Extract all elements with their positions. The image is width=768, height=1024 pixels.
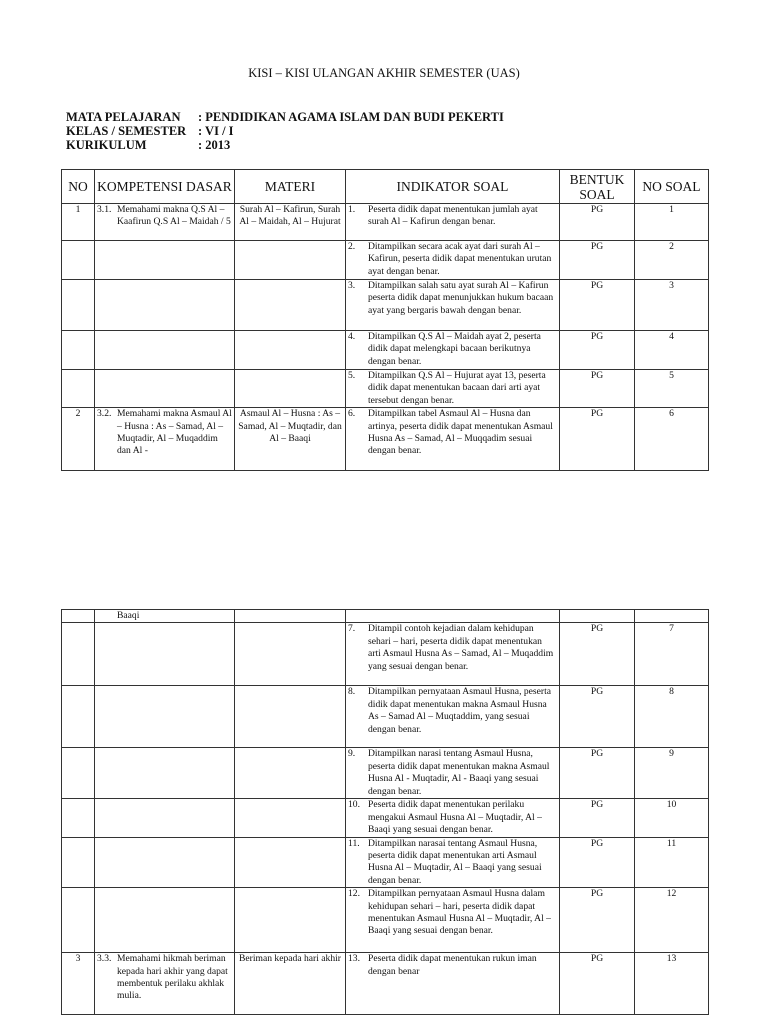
cell-bentuk-soal: PG: [560, 623, 635, 686]
header-no: NO: [62, 170, 95, 204]
indikator-text: Ditampilkan narasi tentang Asmaul Husna, peserta didik dapat menentukan makna Asmaul Husna Al - Muqtadir, Al - Baaqi yang sesuai dengan benar.: [368, 748, 550, 797]
cell-no: 1: [62, 204, 95, 241]
cell-bentuk-soal: PG: [560, 408, 635, 471]
cell-no: 3: [62, 953, 95, 1015]
indikator-number: 11.: [348, 837, 360, 849]
cell-bentuk-soal: PG: [560, 204, 635, 241]
header-no-soal: NO SOAL: [635, 170, 709, 204]
kd-item: [97, 408, 232, 458]
indikator-text: Peserta didik dapat menentukan jumlah ayat surah Al – Kafirun dengan benar.: [368, 204, 538, 228]
cell-indikator: [346, 686, 560, 748]
indikator-item: [348, 748, 557, 798]
indikator-number: 12.: [348, 888, 360, 900]
cell-no: [62, 241, 95, 280]
cell-kompetensi-dasar: [95, 370, 235, 408]
indikator-number: 1.: [348, 204, 356, 215]
indikator-number: 2.: [348, 241, 356, 252]
meta-row-class: [66, 124, 504, 138]
cell-no-soal: 1: [635, 204, 709, 241]
cell-no: [62, 280, 95, 331]
indikator-number: 6.: [348, 408, 356, 420]
cell-kompetensi-dasar: [95, 623, 235, 686]
cell-kompetensi-dasar: [95, 953, 235, 1015]
cell-no-soal: 2: [635, 241, 709, 280]
document-meta: [66, 110, 504, 152]
kd-number: 3.1.: [97, 204, 112, 215]
cell-no-soal: 8: [635, 686, 709, 748]
cell-materi: [235, 888, 346, 953]
table-row: [62, 408, 709, 471]
cell-no: [62, 623, 95, 686]
cell-materi: [235, 610, 346, 623]
cell-kompetensi-dasar: [95, 241, 235, 280]
cell-indikator: [346, 888, 560, 953]
cell-bentuk-soal: PG: [560, 799, 635, 837]
indikator-item: [348, 953, 557, 978]
cell-bentuk-soal: [560, 610, 635, 623]
indikator-text: Ditampilkan narasai tentang Asmaul Husna, peserta didik dapat menentukan arti Asmaul Husna Al – Muqtadir, Al – Baaqi yang sesuai dengan benar.: [368, 837, 542, 886]
meta-value: : 2013: [198, 138, 231, 152]
cell-bentuk-soal: PG: [560, 370, 635, 408]
cell-kompetensi-dasar: [95, 799, 235, 837]
kd-number: [97, 610, 117, 622]
cell-no-soal: 9: [635, 748, 709, 799]
table-row: [62, 241, 709, 280]
cell-materi: [235, 799, 346, 837]
kd-number: 3.2.: [97, 408, 112, 420]
cell-materi: Surah Al – Kafirun, Surah Al – Maidah, Al – Hujurat: [235, 204, 346, 241]
cell-bentuk-soal: PG: [560, 837, 635, 888]
kd-text: Baaqi: [117, 610, 140, 621]
table-row: [62, 610, 709, 623]
header-kompetensi-dasar: KOMPETENSI DASAR: [95, 170, 235, 204]
cell-materi: [235, 370, 346, 408]
indikator-item: [348, 838, 557, 888]
meta-row-curriculum: [66, 138, 504, 152]
cell-bentuk-soal: PG: [560, 331, 635, 370]
table-row: [62, 799, 709, 837]
cell-indikator: [346, 748, 560, 799]
table-header-row: [62, 170, 709, 204]
table-row: [62, 623, 709, 686]
kd-text: Memahami makna Asmaul Al – Husna : As – Samad, Al – Muqtadir, Al – Muqaddim dan Al -: [117, 408, 232, 457]
indikator-text: Peserta didik dapat menentukan rukun iman dengan benar: [368, 953, 537, 977]
indikator-number: 3.: [348, 280, 356, 291]
cell-kompetensi-dasar: [95, 408, 235, 471]
cell-indikator: [346, 610, 560, 623]
kd-item: [97, 610, 232, 622]
indikator-number: 13.: [348, 953, 360, 965]
cell-indikator: [346, 799, 560, 837]
indikator-text: Ditampilkan pernyataan Asmaul Husna dalam kehidupan sehari – hari, peserta didik dapat menentukan Asmaul Husna Al – Muqtadir, Al – Baaqi yang sesuai dengan benar.: [368, 888, 551, 937]
cell-no-soal: 12: [635, 888, 709, 953]
indikator-number: 9.: [348, 748, 356, 760]
header-materi: MATERI: [235, 170, 346, 204]
table-row: [62, 204, 709, 241]
meta-label: KURIKULUM: [66, 138, 147, 152]
kd-text: Memahami makna Q.S Al – Kaafirun Q.S Al – Maidah / 5: [117, 204, 231, 228]
cell-no: [62, 686, 95, 748]
indikator-item: [348, 686, 557, 736]
cell-no-soal: 5: [635, 370, 709, 408]
cell-materi: [235, 623, 346, 686]
cell-no: [62, 331, 95, 370]
kd-text: Memahami hikmah beriman kepada hari akhir yang dapat membentuk perilaku akhlak mulia.: [117, 953, 228, 1002]
cell-indikator: [346, 837, 560, 888]
meta-value: : PENDIDIKAN AGAMA ISLAM DAN BUDI PEKERTI: [198, 110, 504, 124]
document-title: KISI – KISI ULANGAN AKHIR SEMESTER (UAS): [248, 66, 520, 80]
indikator-text: Ditampilkan tabel Asmaul Al – Husna dan artinya, peserta didik dapat menentukan Asmaul Husna As – Samad, Al – Muqqadim sesuai dengan benar.: [368, 408, 553, 457]
indikator-item: [348, 408, 557, 458]
cell-indikator: [346, 241, 560, 280]
cell-materi: Asmaul Al – Husna : As – Samad, Al – Muqtadir, dan Al – Baaqi: [235, 408, 346, 471]
table-row: [62, 370, 709, 408]
meta-label: KELAS / SEMESTER: [66, 124, 187, 138]
cell-materi: [235, 331, 346, 370]
cell-no-soal: 10: [635, 799, 709, 837]
cell-indikator: [346, 280, 560, 331]
indikator-item: [348, 204, 557, 229]
cell-kompetensi-dasar: [95, 748, 235, 799]
kisi-table-page1: [61, 169, 709, 471]
cell-kompetensi-dasar: [95, 888, 235, 953]
indikator-text: Ditampilkan Q.S Al – Hujurat ayat 13, peserta didik dapat menentukan bacaan dari arti ayat tersebut dengan benar.: [368, 370, 546, 406]
kd-item: [97, 204, 232, 229]
cell-bentuk-soal: PG: [560, 241, 635, 280]
cell-no: [62, 837, 95, 888]
indikator-text: Ditampilkan salah satu ayat surah Al – Kafirun peserta didik dapat menunjukkan hukum bacaan ayat yang bergaris bawah dengan benar.: [368, 280, 554, 316]
cell-indikator: [346, 204, 560, 241]
cell-bentuk-soal: PG: [560, 888, 635, 953]
indikator-text: Ditampilkan secara acak ayat dari surah Al – Kafirun, peserta didik dapat menentukan urutan ayat dengan benar.: [368, 241, 552, 277]
cell-bentuk-soal: PG: [560, 280, 635, 331]
table-row: [62, 331, 709, 370]
cell-materi: Beriman kepada hari akhir: [235, 953, 346, 1015]
cell-materi: [235, 241, 346, 280]
cell-no: [62, 799, 95, 837]
cell-no-soal: 7: [635, 623, 709, 686]
header-bentuk-soal: BENTUK SOAL: [560, 170, 635, 204]
table-row: [62, 686, 709, 748]
indikator-item: [348, 370, 557, 407]
cell-no-soal: 11: [635, 837, 709, 888]
cell-no-soal: 13: [635, 953, 709, 1015]
cell-kompetensi-dasar: [95, 837, 235, 888]
cell-indikator: [346, 370, 560, 408]
kd-item: [97, 953, 232, 1003]
indikator-item: [348, 888, 557, 938]
cell-bentuk-soal: PG: [560, 686, 635, 748]
indikator-number: 7.: [348, 623, 356, 635]
cell-no-soal: 6: [635, 408, 709, 471]
cell-no: [62, 370, 95, 408]
header-indikator-soal: INDIKATOR SOAL: [346, 170, 560, 204]
cell-no-soal: [635, 610, 709, 623]
table-row: [62, 748, 709, 799]
indikator-text: Ditampilkan Q.S Al – Maidah ayat 2, peserta didik dapat melengkapi bacaan berikutnya dengan benar.: [368, 331, 541, 367]
indikator-item: [348, 799, 557, 836]
kd-number: 3.3.: [97, 953, 112, 965]
indikator-number: 8.: [348, 686, 356, 698]
cell-bentuk-soal: PG: [560, 748, 635, 799]
cell-indikator: [346, 408, 560, 471]
cell-no-soal: 4: [635, 331, 709, 370]
table-row: [62, 280, 709, 331]
cell-no: [62, 610, 95, 623]
cell-materi: [235, 837, 346, 888]
indikator-item: [348, 280, 557, 317]
cell-materi: [235, 748, 346, 799]
cell-kompetensi-dasar: [95, 331, 235, 370]
cell-indikator: [346, 331, 560, 370]
meta-label: MATA PELAJARAN: [66, 110, 181, 124]
cell-kompetensi-dasar: [95, 280, 235, 331]
indikator-text: Ditampilkan pernyataan Asmaul Husna, peserta didik dapat menentukan makna Asmaul Husna As – Samad Al – Muqtaddim, yang sesuai dengan benar.: [368, 686, 552, 735]
table-row: [62, 888, 709, 953]
cell-indikator: [346, 953, 560, 1015]
table-row: [62, 837, 709, 888]
indikator-text: Peserta didik dapat menentukan perilaku mengakui Asmaul Husna Al – Muqtadir, Al – Baaqi yang sesuai dengan benar.: [368, 799, 542, 836]
cell-no: 2: [62, 408, 95, 471]
cell-no: [62, 748, 95, 799]
cell-indikator: [346, 623, 560, 686]
indikator-item: [348, 241, 557, 278]
cell-materi: [235, 686, 346, 748]
indikator-number: 5.: [348, 370, 356, 381]
indikator-number: 4.: [348, 331, 356, 342]
kisi-table-page2: [61, 609, 709, 1015]
cell-kompetensi-dasar: [95, 610, 235, 623]
cell-no-soal: 3: [635, 280, 709, 331]
table-row: [62, 953, 709, 1015]
indikator-number: 10.: [348, 799, 360, 811]
cell-no: [62, 888, 95, 953]
meta-row-subject: [66, 110, 504, 124]
cell-kompetensi-dasar: [95, 204, 235, 241]
indikator-item: [348, 623, 557, 673]
cell-bentuk-soal: PG: [560, 953, 635, 1015]
indikator-text: Ditampil contoh kejadian dalam kehidupan sehari – hari, peserta didik dapat menentukan arti Asmaul Husna As – Samad, Al – Muqaddim yang sesuai dengan benar.: [368, 623, 554, 672]
meta-value: : VI / I: [198, 124, 234, 138]
cell-materi: [235, 280, 346, 331]
indikator-item: [348, 331, 557, 368]
cell-kompetensi-dasar: [95, 686, 235, 748]
